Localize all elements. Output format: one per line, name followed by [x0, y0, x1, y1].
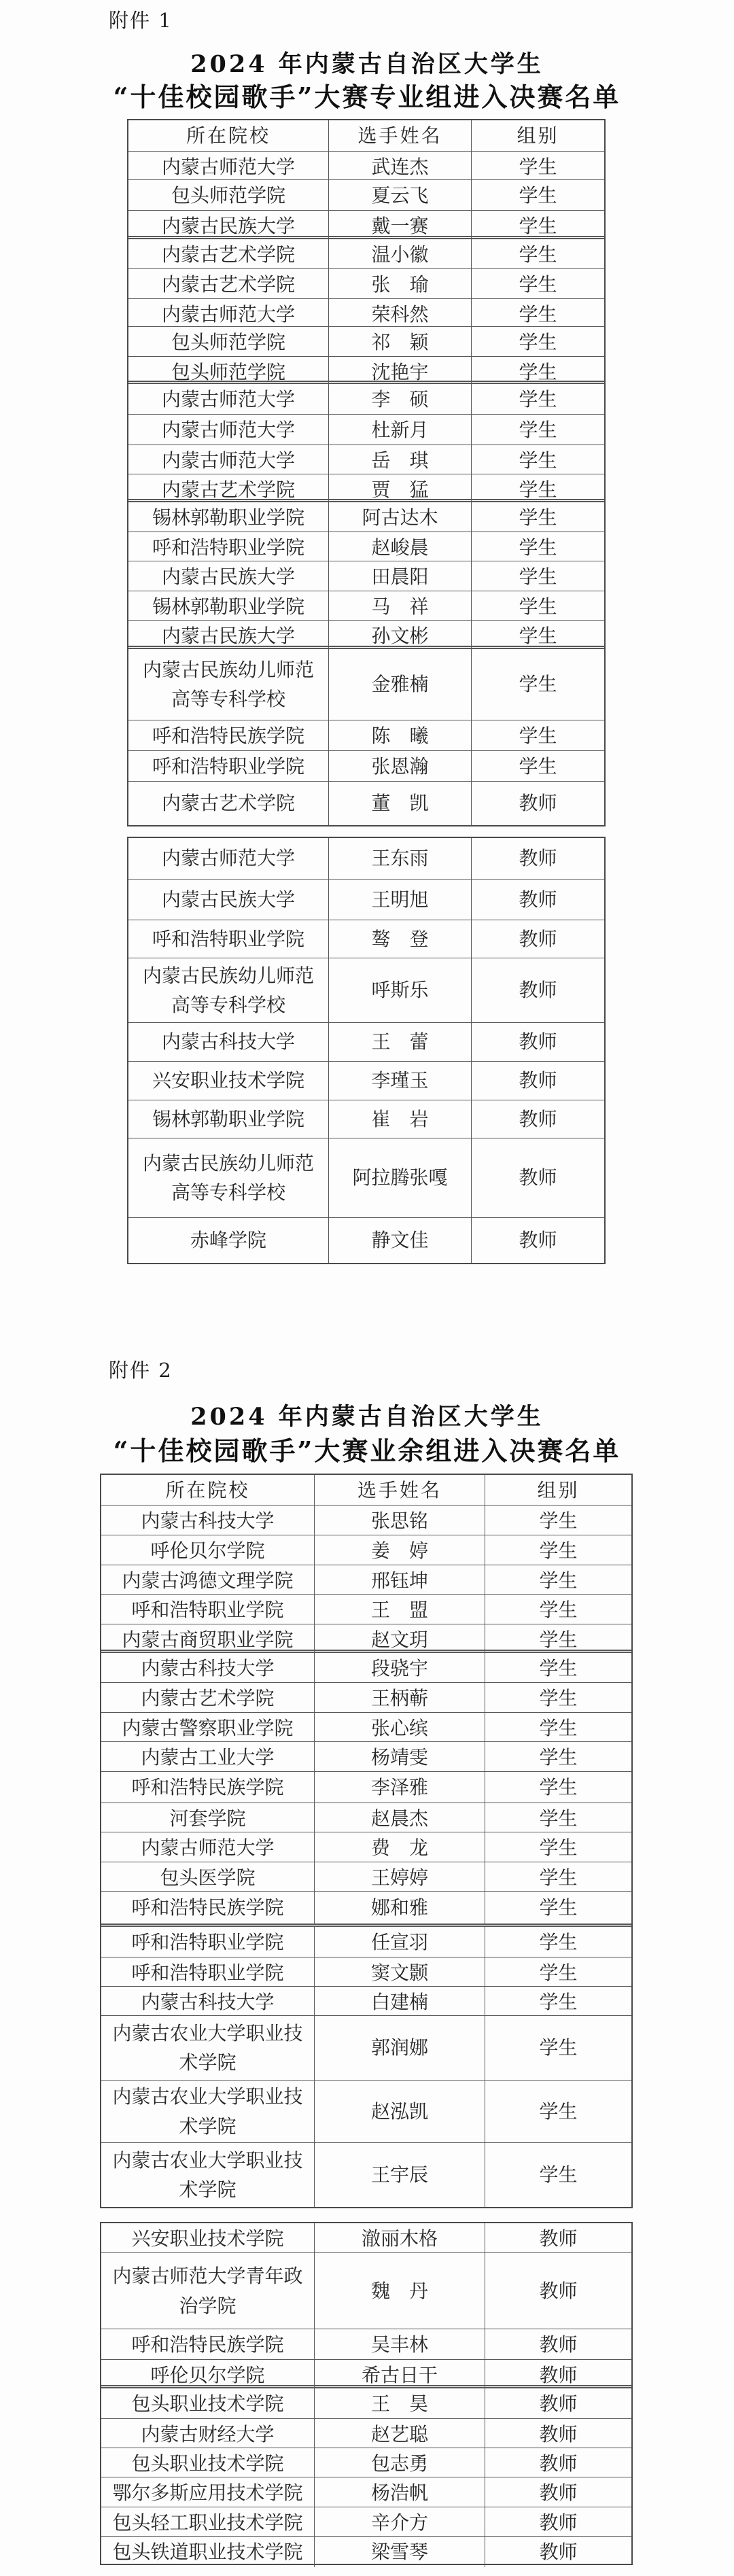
table-row: [101, 2536, 631, 2564]
table-row: [128, 720, 604, 750]
group-cell: 学生: [471, 751, 604, 782]
table-row: [128, 474, 604, 502]
name-cell: 王明旭: [328, 880, 471, 920]
name-cell: 费 龙: [314, 1832, 485, 1863]
school-cell: 内蒙古民族大学: [161, 565, 295, 588]
table-row: [128, 591, 604, 620]
school-cell: 内蒙古师范大学: [161, 419, 295, 441]
school-cell: 内蒙古科技大学: [141, 1657, 275, 1679]
group-cell: 教师: [485, 2388, 631, 2419]
school-cell: 呼伦贝尔学院: [150, 2364, 265, 2386]
name-cell: 荣科然: [328, 299, 471, 330]
group-cell: 学生: [471, 445, 604, 476]
school-cell: 呼和浩特民族学院: [131, 2333, 284, 2356]
name-cell: 窦文颢: [314, 1957, 485, 1988]
name-cell: 包志勇: [314, 2448, 485, 2479]
attachment2-title-line1: 2024 年内蒙古自治区大学生: [190, 1403, 544, 1431]
table-row: [101, 2388, 631, 2418]
table-row: [128, 298, 604, 326]
table-row: [128, 1061, 604, 1100]
school-cell: 内蒙古商贸职业学院: [122, 1629, 294, 1651]
school-cell: 内蒙古艺术学院: [161, 478, 295, 501]
school-cell: 内蒙古科技大学: [141, 1991, 275, 2013]
group-cell: 教师: [485, 2419, 631, 2450]
group-cell: 学生: [485, 1683, 631, 1713]
attachment2-section-1: [100, 1474, 633, 2208]
table-row: [128, 1022, 604, 1061]
name-cell: 呼斯乐: [328, 958, 471, 1022]
group-cell: 学生: [485, 1832, 631, 1863]
name-cell: 崔 岩: [328, 1100, 471, 1138]
group-cell: 学生: [471, 357, 604, 387]
table-row: [101, 1957, 631, 1986]
name-cell: 阿古达木: [328, 502, 471, 533]
name-cell: 杜新月: [328, 415, 471, 445]
school-cell: 呼和浩特民族学院: [131, 1896, 284, 1919]
school-cell: 内蒙古民族大学: [161, 215, 295, 237]
name-cell: 任宣羽: [314, 1927, 485, 1957]
school-cell: 呼和浩特职业学院: [152, 755, 304, 778]
table-row: [128, 649, 604, 720]
school-cell: 锡林郭勒职业学院: [152, 1107, 304, 1130]
school-cell: 内蒙古科技大学: [141, 1510, 275, 1532]
group-cell: 教师: [485, 2329, 631, 2360]
table-row: [128, 1100, 604, 1138]
group-cell: 教师: [485, 2537, 631, 2567]
header-cell-1: 所在院校: [165, 1479, 250, 1501]
table-row: [128, 1217, 604, 1263]
group-cell: 学生: [485, 1713, 631, 1743]
group-cell: 学生: [485, 1987, 631, 2017]
group-cell: 学生: [471, 299, 604, 330]
name-cell: 王宇辰: [314, 2143, 485, 2207]
name-cell: 夏云飞: [328, 180, 471, 211]
group-cell: 学生: [471, 649, 604, 720]
group-cell: 教师: [471, 1138, 604, 1217]
name-cell: 张恩瀚: [328, 751, 471, 782]
group-cell: 学生: [471, 621, 604, 651]
group-cell: 学生: [471, 239, 604, 270]
group-cell: 学生: [471, 474, 604, 505]
name-cell: 王东雨: [328, 838, 471, 879]
school-cell: 内蒙古艺术学院: [161, 792, 295, 815]
name-cell: 王婷婷: [314, 1862, 485, 1893]
table-row: [128, 326, 604, 356]
name-cell: 赵文玥: [314, 1624, 485, 1655]
school-cell: 包头师范学院: [171, 331, 285, 353]
school-cell: 内蒙古民族大学: [161, 888, 295, 911]
table-row: [128, 445, 604, 474]
school-cell: 内蒙古师范大学青年政治学院: [112, 2265, 303, 2317]
name-cell: 马 祥: [328, 591, 471, 622]
name-cell: 赵泓凯: [314, 2081, 485, 2142]
name-cell: 赵峻晨: [328, 532, 471, 563]
name-cell: 张思铭: [314, 1505, 485, 1536]
group-cell: 学生: [485, 1803, 631, 1834]
group-cell: 教师: [485, 2360, 631, 2390]
table-row: [128, 210, 604, 239]
table-row: [128, 879, 604, 920]
table-row: [128, 502, 604, 532]
name-cell: 赵艺聪: [314, 2419, 485, 2450]
attachment1-title-line1: 2024 年内蒙古自治区大学生: [190, 50, 544, 78]
group-cell: 学生: [471, 384, 604, 415]
group-cell: 学生: [471, 415, 604, 445]
group-cell: 教师: [471, 1218, 604, 1263]
group-cell: 学生: [471, 502, 604, 533]
name-cell: 郭润娜: [314, 2016, 485, 2080]
group-cell: 学生: [471, 591, 604, 622]
name-cell: 李泽雅: [314, 1772, 485, 1803]
header-cell-3: 组别: [485, 1475, 631, 1505]
name-cell: 白建楠: [314, 1987, 485, 2017]
attachment2-table: [100, 1474, 633, 2565]
table-row: [128, 1138, 604, 1217]
table-row: [101, 2080, 631, 2142]
school-cell: 呼和浩特职业学院: [131, 1599, 284, 1621]
table-row: [101, 1986, 631, 2015]
group-cell: 学生: [485, 1742, 631, 1773]
group-cell: 教师: [471, 1100, 604, 1138]
school-cell: 内蒙古师范大学: [141, 1837, 275, 1859]
name-cell: 段骁宇: [314, 1653, 485, 1684]
school-cell: 呼和浩特职业学院: [152, 927, 304, 950]
school-cell: 包头轻工职业技术学院: [112, 2511, 303, 2534]
name-cell: 娜和雅: [314, 1892, 485, 1924]
name-cell: 武连杰: [328, 152, 471, 182]
school-cell: 河套学院: [169, 1807, 246, 1830]
name-cell: 赵晨杰: [314, 1803, 485, 1834]
name-cell: 李瑾玉: [328, 1062, 471, 1100]
school-cell: 内蒙古民族幼儿师范高等专科学校: [142, 1151, 314, 1204]
group-cell: 学生: [471, 152, 604, 182]
name-cell: 杨浩帆: [314, 2477, 485, 2508]
name-cell: 田晨阳: [328, 561, 471, 592]
school-cell: 内蒙古财经大学: [141, 2423, 275, 2446]
group-cell: 教师: [471, 958, 604, 1022]
attachment2-label: 附件 2: [109, 1359, 173, 1382]
name-cell: 张 瑜: [328, 269, 471, 300]
table-row: [128, 384, 604, 414]
name-cell: 澈丽木格: [314, 2223, 485, 2254]
group-cell: 教师: [471, 1062, 604, 1100]
school-cell: 呼和浩特职业学院: [131, 1931, 284, 1953]
group-cell: 教师: [485, 2448, 631, 2479]
school-cell: 呼和浩特民族学院: [152, 725, 304, 747]
school-cell: 包头职业技术学院: [131, 2452, 284, 2475]
school-cell: 内蒙古农业大学职业技术学院: [112, 2148, 303, 2201]
school-cell: 包头医学院: [160, 1866, 256, 1889]
table-row: [101, 2418, 631, 2448]
school-cell: 内蒙古师范大学: [161, 303, 295, 326]
table-row: [101, 2507, 631, 2536]
school-cell: 内蒙古鸿德文理学院: [122, 1569, 294, 1592]
group-cell: 学生: [485, 1595, 631, 1625]
school-cell: 内蒙古农业大学职业技术学院: [112, 2085, 303, 2138]
group-cell: 学生: [485, 2143, 631, 2207]
group-cell: 学生: [485, 1535, 631, 1566]
school-cell: 赤峰学院: [190, 1229, 266, 1252]
group-cell: 学生: [471, 269, 604, 300]
table-row: [128, 958, 604, 1022]
attachment1-title-line2: “十佳校园歌手”大赛专业组进入决赛名单: [113, 82, 621, 112]
group-cell: 教师: [485, 2253, 631, 2329]
school-cell: 鄂尔多斯应用技术学院: [112, 2482, 303, 2504]
group-cell: 教师: [471, 838, 604, 879]
attachment1-section-2: [127, 837, 606, 1264]
table-row: [101, 1594, 631, 1624]
table-row: [128, 561, 604, 591]
table-row: [101, 1624, 631, 1653]
school-cell: 呼和浩特职业学院: [131, 1962, 284, 1984]
name-cell: 静文佳: [328, 1218, 471, 1263]
name-cell: 张心缤: [314, 1713, 485, 1743]
group-cell: 学生: [485, 1892, 631, 1924]
table-row: [128, 151, 604, 179]
group-cell: 学生: [471, 180, 604, 211]
name-cell: 孙文彬: [328, 621, 471, 651]
group-cell: 学生: [471, 532, 604, 563]
group-cell: 教师: [471, 880, 604, 920]
name-cell: 沈艳宇: [328, 357, 471, 387]
table-row: [128, 239, 604, 268]
group-cell: 学生: [485, 2081, 631, 2142]
school-cell: 呼和浩特职业学院: [152, 536, 304, 559]
school-cell: 包头职业技术学院: [131, 2392, 284, 2415]
table-row: [128, 414, 604, 445]
name-cell: 王柄蕲: [314, 1683, 485, 1713]
group-cell: 学生: [485, 1957, 631, 1988]
table-row: [101, 1535, 631, 1565]
table-row: [101, 1505, 631, 1535]
name-cell: 希古日干: [314, 2360, 485, 2390]
group-cell: 学生: [485, 1505, 631, 1536]
name-cell: 贾 猛: [328, 474, 471, 505]
attachment2-title-line2: “十佳校园歌手”大赛业余组进入决赛名单: [113, 1435, 621, 1466]
group-cell: 教师: [485, 2223, 631, 2254]
table-row: [128, 356, 604, 384]
school-cell: 内蒙古师范大学: [161, 156, 295, 178]
attachment1-label: 附件 1: [109, 9, 173, 32]
school-cell: 内蒙古农业大学职业技术学院: [112, 2021, 303, 2074]
table-row: [128, 838, 604, 879]
header-cell-2: 选手姓名: [314, 1475, 485, 1505]
table-row: [101, 1927, 631, 1957]
school-cell: 包头铁道职业技术学院: [112, 2541, 303, 2563]
name-cell: 王 盟: [314, 1595, 485, 1625]
group-cell: 教师: [471, 1023, 604, 1061]
group-cell: 学生: [485, 1653, 631, 1684]
name-cell: 辛介方: [314, 2507, 485, 2538]
school-cell: 呼伦贝尔学院: [150, 1539, 265, 1562]
table-row: [101, 2223, 631, 2252]
table-row: [128, 532, 604, 561]
school-cell: 内蒙古科技大学: [161, 1030, 295, 1054]
table-row: [101, 1862, 631, 1891]
group-cell: 学生: [471, 211, 604, 241]
group-cell: 教师: [471, 782, 604, 825]
attachment2-section-2: [100, 2222, 633, 2565]
school-cell: 呼和浩特民族学院: [131, 1776, 284, 1798]
table-row: [101, 1653, 631, 1682]
school-cell: 兴安职业技术学院: [131, 2227, 284, 2250]
name-cell: 杨靖雯: [314, 1742, 485, 1773]
table-row: [101, 2142, 631, 2207]
school-cell: 内蒙古民族大学: [161, 625, 295, 647]
school-cell: 锡林郭勒职业学院: [152, 595, 304, 618]
school-cell: 包头师范学院: [171, 184, 285, 207]
school-cell: 内蒙古艺术学院: [161, 273, 295, 296]
school-cell: 锡林郭勒职业学院: [152, 506, 304, 529]
header-row: [128, 120, 604, 151]
table-row: [101, 1891, 631, 1927]
school-cell: 内蒙古师范大学: [161, 847, 295, 870]
name-cell: 骜 登: [328, 920, 471, 958]
name-cell: 邢钰坤: [314, 1565, 485, 1596]
name-cell: 魏 丹: [314, 2253, 485, 2329]
table-row: [128, 920, 604, 958]
group-cell: 教师: [471, 920, 604, 958]
group-cell: 学生: [471, 720, 604, 751]
group-cell: 学生: [485, 1624, 631, 1655]
table-row: [101, 1682, 631, 1712]
table-row: [101, 1741, 631, 1771]
group-cell: 学生: [471, 327, 604, 358]
school-cell: 内蒙古师范大学: [161, 388, 295, 411]
school-cell: 内蒙古艺术学院: [161, 243, 295, 266]
school-cell: 包头师范学院: [171, 361, 285, 383]
school-cell: 内蒙古艺术学院: [141, 1687, 275, 1709]
name-cell: 姜 婷: [314, 1535, 485, 1566]
school-cell: 兴安职业技术学院: [152, 1069, 304, 1092]
table-row: [128, 750, 604, 781]
table-row: [101, 2448, 631, 2477]
name-cell: 岳 琪: [328, 445, 471, 476]
table-row: [101, 2477, 631, 2507]
group-cell: 学生: [485, 1772, 631, 1803]
table-row: [128, 620, 604, 649]
name-cell: 李 硕: [328, 384, 471, 415]
name-cell: 祁 颖: [328, 327, 471, 358]
name-cell: 金雅楠: [328, 649, 471, 720]
header-cell-1: 所在院校: [186, 124, 270, 147]
school-cell: 内蒙古工业大学: [141, 1746, 275, 1769]
name-cell: 阿拉腾张嘎: [328, 1138, 471, 1217]
table-row: [101, 2015, 631, 2080]
school-cell: 内蒙古民族幼儿师范高等专科学校: [142, 658, 314, 710]
name-cell: 戴一赛: [328, 211, 471, 241]
table-row: [101, 1565, 631, 1594]
group-cell: 学生: [485, 2016, 631, 2080]
table-row: [101, 2329, 631, 2359]
school-cell: 内蒙古民族幼儿师范高等专科学校: [142, 964, 314, 1016]
name-cell: 梁雪琴: [314, 2537, 485, 2567]
group-cell: 学生: [485, 1927, 631, 1957]
attachment1-table: [127, 119, 606, 1264]
table-row: [101, 1771, 631, 1803]
name-cell: 王 蕾: [328, 1023, 471, 1061]
school-cell: 内蒙古警察职业学院: [122, 1717, 294, 1739]
table-row: [128, 781, 604, 825]
group-cell: 学生: [485, 1862, 631, 1893]
name-cell: 董 凯: [328, 782, 471, 825]
group-cell: 教师: [485, 2507, 631, 2538]
table-row: [101, 2252, 631, 2329]
attachment1-section-1: [127, 119, 606, 826]
name-cell: 陈 曦: [328, 720, 471, 751]
header-cell-2: 选手姓名: [328, 120, 471, 151]
table-row: [101, 1803, 631, 1832]
group-cell: 学生: [485, 1565, 631, 1596]
table-row: [101, 2359, 631, 2388]
group-cell: 教师: [485, 2477, 631, 2508]
table-row: [128, 268, 604, 298]
name-cell: 王 昊: [314, 2388, 485, 2419]
table-row: [128, 179, 604, 210]
header-cell-3: 组别: [471, 120, 604, 151]
name-cell: 温小徽: [328, 239, 471, 270]
table-row: [101, 1832, 631, 1862]
table-row: [101, 1712, 631, 1741]
group-cell: 学生: [471, 561, 604, 592]
name-cell: 吴丰林: [314, 2329, 485, 2360]
header-row: [101, 1475, 631, 1505]
school-cell: 内蒙古师范大学: [161, 449, 295, 472]
